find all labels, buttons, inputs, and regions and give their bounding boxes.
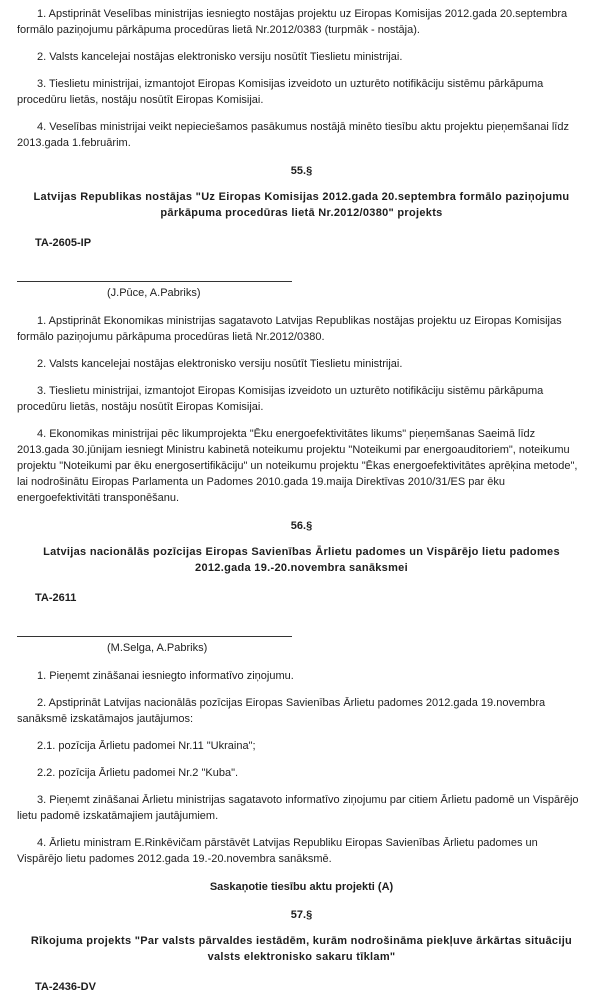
decision-item: 1. Pieņemt zināšanai iesniegto informatīvo ziņojumu. [37,670,294,682]
intro-item-1: 1. Apstiprināt Veselības ministrijas iesniegto nostājas projektu uz Eiropas Komisijas 2012.gada 20.septembra formālo paziņojumu pārkāpuma procedūras lietā Nr.2012/0383 (turpmāk - nostāja). [17,8,568,36]
decision-item: 1. Apstiprināt Ekonomikas ministrijas sagatavoto Latvijas Republikas nostājas projektu uz Eiropas Komisijas formālo paziņojumu pārkāpuma procedūras lietā Nr.2012/0380. [17,315,562,343]
decision-item: 3. Tieslietu ministrijai, izmantojot Eiropas Komisijas izveidoto un uzturēto notifikāciju sistēmu pārkāpuma procedūru lietās, nostāju nosūtīt Eiropas Komisijai. [17,385,544,413]
decision-item: 4. Ekonomikas ministrijai pēc likumprojekta "Ēku energoefektivitātes likums" pieņemšanas Saeimā līdz 2013.gada 30.jūnijam iesniegt Ministru kabinetā noteikumu projektu "Noteikumi par energoauditoriem", noteikumu projektu "Noteikumi par ēku energosertifikāciju" un noteikumu projektu "Ēkas energoefektivitātes aprēķina metode", lai nodrošinātu Eiropas Parlamenta un Padomes 2010.gada 19.maija Direktīvas 2010/31/ES par ēku energoefektivitāti transponēšanu. [17,428,578,504]
section-number-55: 55.§ [290,165,313,177]
decision-item: 2. Valsts kancelejai nostājas elektronisko versiju nosūtīt Tieslietu ministrijai. [37,358,403,370]
section-number-57: 57.§ [290,909,313,921]
responsible-persons-55: (J.Pūce, A.Pabriks) [107,287,201,299]
ta-number-55: TA-2605-IP [35,237,92,249]
decision-subitem: 2.1. pozīcija Ārlietu padomei Nr.11 "Ukraina"; [37,740,256,752]
intro-item-3: 3. Tieslietu ministrijai, izmantojot Eiropas Komisijas izveidoto un uzturēto notifikāciju sistēmu pārkāpuma procedūru lietās, nostāju nosūtīt Eiropas Komisijai. [17,78,544,106]
section-title-57: Rīkojuma projekts "Par valsts pārvaldes iestādēm, kurām nodrošināma piekļuve ārkārtas situāciju valsts elektronisko sakaru tīklam" [30,935,573,963]
decision-subitem: 2.2. pozīcija Ārlietu padomei Nr.2 "Kuba". [37,767,239,779]
signature-line [17,281,292,282]
decision-item: 3. Pieņemt zināšanai Ārlietu ministrijas sagatavoto informatīvo ziņojumu par citiem Ārlietu padomē un Vispārējo lietu padomē izskatāmajiem jautājumiem. [17,794,579,822]
signature-line [17,636,292,637]
decision-item: 2. Apstiprināt Latvijas nacionālās pozīcijas Eiropas Savienības Ārlietu padomes 2012.gada 19.novembra sanāksmē izskatāmajos jautājumos: [17,697,546,725]
ta-number-56: TA-2611 [35,592,77,604]
decision-item: 4. Ārlietu ministram E.Rinkēvičam pārstāvēt Latvijas Republiku Eiropas Savienības Ārlietu padomes un Vispārējo lietu padomes 2012.gada 19.-20.novembra sanāksmē. [17,837,538,865]
group-heading: Saskaņotie tiesību aktu projekti (A) [209,881,394,893]
ta-number-57: TA-2436-DV [35,981,96,993]
section-number-56: 56.§ [290,520,313,532]
section-title-56: Latvijas nacionālās pozīcijas Eiropas Savienības Ārlietu padomes un Vispārējo lietu padomes 2012.gada 19.-20.novembra sanāksmei [43,546,560,574]
intro-item-2: 2. Valsts kancelejai nostājas elektronisko versiju nosūtīt Tieslietu ministrijai. [37,51,403,63]
responsible-persons-56: (M.Selga, A.Pabriks) [107,642,208,654]
section-title-55: Latvijas Republikas nostājas "Uz Eiropas Komisijas 2012.gada 20.septembra formālo paziņojumu pārkāpuma procedūras lietā Nr.2012/0380" projekts [33,191,570,219]
intro-item-4: 4. Veselības ministrijai veikt nepieciešamos pasākumus nostājā minēto tiesību aktu projektu pieņemšanai līdz 2013.gada 1.februārim. [17,121,569,149]
